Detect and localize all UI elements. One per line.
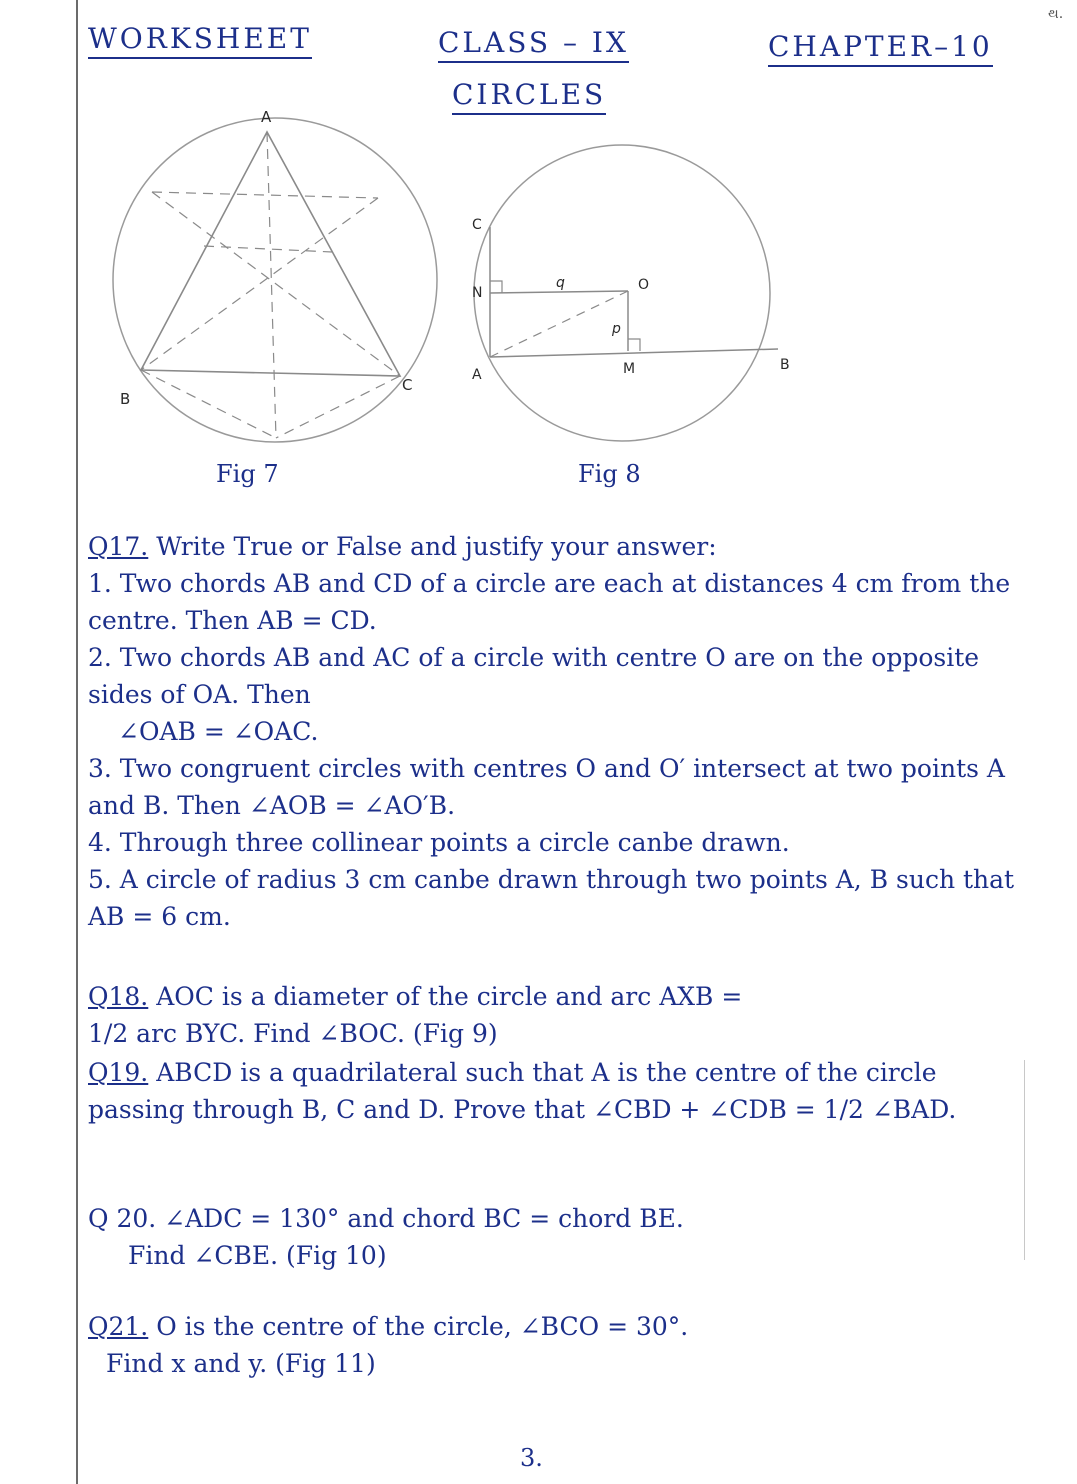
q18-line-1-row bbox=[88, 978, 1018, 1015]
question-17 bbox=[88, 528, 1018, 935]
q17-item-4: 4. Through three collinear points a circle canbe drawn. bbox=[88, 828, 790, 857]
topic-heading: CIRCLES bbox=[452, 78, 606, 115]
q17-item-5: 5. A circle of radius 3 cm canbe drawn through two points A, B such that AB = 6 cm. bbox=[88, 865, 1015, 931]
chapter-heading: CHAPTER–10 bbox=[768, 30, 993, 67]
margin-line bbox=[76, 0, 78, 1484]
corner-mark: થ. bbox=[1048, 6, 1064, 22]
q20-title: Q 20. bbox=[88, 1204, 157, 1233]
fig8-right-angle-m bbox=[628, 339, 640, 351]
q20-line-1-row bbox=[88, 1200, 1018, 1237]
q17-item-3: 3. Two congruent circles with centres O and O′ intersect at two points A and B. Then ∠AOB = ∠AO′B. bbox=[88, 754, 1005, 820]
q19-title: Q19. bbox=[88, 1058, 149, 1087]
q18-title: Q18. bbox=[88, 982, 149, 1011]
q21-line-1-row bbox=[88, 1308, 1018, 1345]
q21-title: Q21. bbox=[88, 1312, 149, 1341]
fig7-dashed-lines bbox=[141, 132, 400, 438]
q21-line-2: Find x and y. (Fig 11) bbox=[106, 1349, 376, 1378]
q19-row bbox=[88, 1054, 1018, 1128]
question-18 bbox=[88, 978, 1018, 1052]
q21-line-1: O is the centre of the circle, ∠BCO = 30°. bbox=[156, 1312, 689, 1341]
worksheet-heading: WORKSHEET bbox=[88, 22, 312, 59]
fig8-chord-ab bbox=[490, 349, 778, 357]
fig8-caption: Fig 8 bbox=[578, 460, 641, 488]
figure-7 bbox=[100, 100, 460, 450]
q18-line-2: 1/2 arc BYC. Find ∠BOC. (Fig 9) bbox=[88, 1019, 498, 1048]
class-heading: CLASS – IX bbox=[438, 26, 629, 63]
q18-line-1: AOC is a diameter of the circle and arc AXB = bbox=[156, 982, 743, 1011]
fig8-segment-no bbox=[490, 291, 628, 293]
fig8-label-q: q bbox=[556, 275, 565, 291]
fig7-label-a: A bbox=[261, 108, 272, 126]
q17-item-1: 1. Two chords AB and CD of a circle are each at distances 4 cm from the centre. Then AB = CD. bbox=[88, 569, 1011, 635]
q17-prompt: Write True or False and justify your answer: bbox=[156, 532, 717, 561]
question-19 bbox=[88, 1054, 1018, 1128]
page-edge-line bbox=[1024, 1060, 1025, 1260]
q19-text: ABCD is a quadrilateral such that A is the centre of the circle passing through B, C and D. Prove that ∠CBD + ∠CDB = 1/2 ∠BAD. bbox=[88, 1058, 957, 1124]
fig8-label-m: M bbox=[623, 361, 636, 377]
fig8-dashed-ao bbox=[490, 291, 628, 357]
fig8-right-angle-n bbox=[490, 281, 502, 293]
page-number: 3. bbox=[520, 1444, 543, 1472]
q20-line-2: Find ∠CBE. (Fig 10) bbox=[128, 1241, 387, 1270]
q17-prompt-line bbox=[88, 528, 1018, 565]
fig8-label-n: N bbox=[472, 285, 483, 301]
fig8-label-p: p bbox=[612, 321, 621, 337]
question-21 bbox=[88, 1308, 1018, 1382]
fig8-label-b: B bbox=[780, 357, 790, 373]
q20-line-1: ∠ADC = 130° and chord BC = chord BE. bbox=[164, 1204, 684, 1233]
q17-title: Q17. bbox=[88, 532, 149, 561]
fig8-label-o: O bbox=[638, 277, 650, 293]
fig7-label-c: C bbox=[402, 376, 413, 394]
q17-item-2: 2. Two chords AB and AC of a circle with centre O are on the opposite sides of OA. Then bbox=[88, 643, 980, 709]
fig7-caption: Fig 7 bbox=[216, 460, 279, 488]
question-20 bbox=[88, 1200, 1018, 1274]
fig8-label-a: A bbox=[472, 367, 482, 383]
figure-8 bbox=[440, 135, 820, 455]
fig8-label-c: C bbox=[472, 217, 482, 233]
fig7-label-b: B bbox=[120, 390, 131, 408]
q17-item-2-result: ∠OAB = ∠OAC. bbox=[118, 717, 319, 746]
